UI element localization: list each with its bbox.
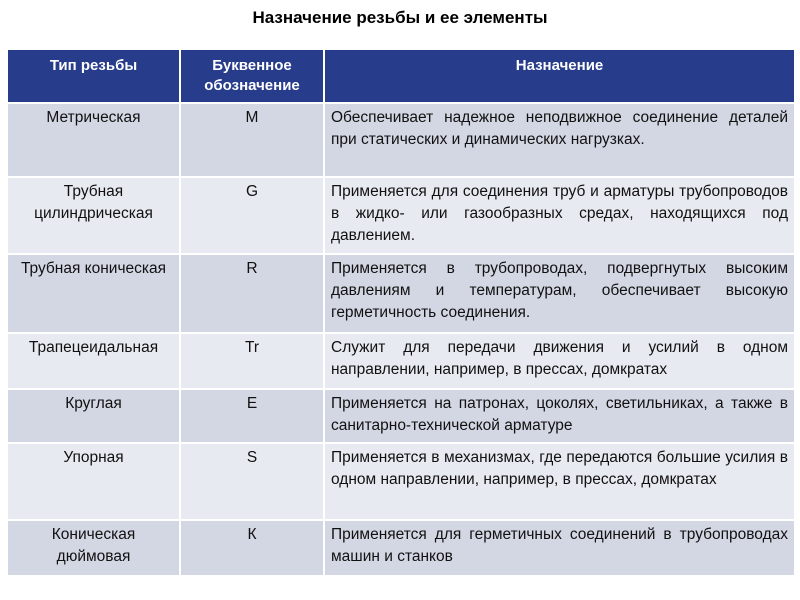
cell-purpose: Применяется в механизмах, где передаются большие усилия в одном направлении, например, в прессах, домкратах bbox=[324, 443, 794, 520]
table-row bbox=[8, 389, 794, 443]
table-row bbox=[8, 443, 794, 520]
cell-code: E bbox=[180, 389, 324, 443]
page-title: Назначение резьбы и ее элементы bbox=[252, 8, 548, 27]
cell-type: Трубная цилиндрическая bbox=[8, 177, 180, 254]
cell-type: Круглая bbox=[8, 389, 180, 443]
cell-purpose: Применяется для соединения труб и арматуры трубопроводов в жидко- или газообразных средах, находящихся под давлением. bbox=[324, 177, 794, 254]
cell-code: Tr bbox=[180, 333, 324, 389]
table-row bbox=[8, 177, 794, 254]
cell-code: G bbox=[180, 177, 324, 254]
cell-code: К bbox=[180, 520, 324, 575]
table-row bbox=[8, 333, 794, 389]
cell-purpose: Применяется для герметичных соединений в трубопроводах машин и станков bbox=[324, 520, 794, 575]
cell-purpose: Служит для передачи движения и усилий в одном направлении, например, в прессах, домкратах bbox=[324, 333, 794, 389]
header-code: Буквенное обозначение bbox=[180, 50, 324, 103]
table-row bbox=[8, 103, 794, 177]
table-row bbox=[8, 254, 794, 333]
cell-purpose: Применяется в трубопроводах, подвергнутых высоким давлениям и температурам, обеспечивает высокую герметичность соединения. bbox=[324, 254, 794, 333]
table-row bbox=[8, 520, 794, 575]
header-type: Тип резьбы bbox=[8, 50, 180, 103]
thread-types-table bbox=[8, 50, 794, 575]
cell-type: Трубная коническая bbox=[8, 254, 180, 333]
header-purpose: Назначение bbox=[324, 50, 794, 103]
cell-type: Трапецеидальная bbox=[8, 333, 180, 389]
cell-type: Упорная bbox=[8, 443, 180, 520]
cell-code: S bbox=[180, 443, 324, 520]
table-header-row bbox=[8, 50, 794, 103]
cell-purpose: Обеспечивает надежное неподвижное соединение деталей при статических и динамических нагрузках. bbox=[324, 103, 794, 177]
cell-type: Коническая дюймовая bbox=[8, 520, 180, 575]
cell-type: Метрическая bbox=[8, 103, 180, 177]
cell-code: R bbox=[180, 254, 324, 333]
cell-code: M bbox=[180, 103, 324, 177]
cell-purpose: Применяется на патронах, цоколях, светильниках, а также в санитарно-технической арматуре bbox=[324, 389, 794, 443]
